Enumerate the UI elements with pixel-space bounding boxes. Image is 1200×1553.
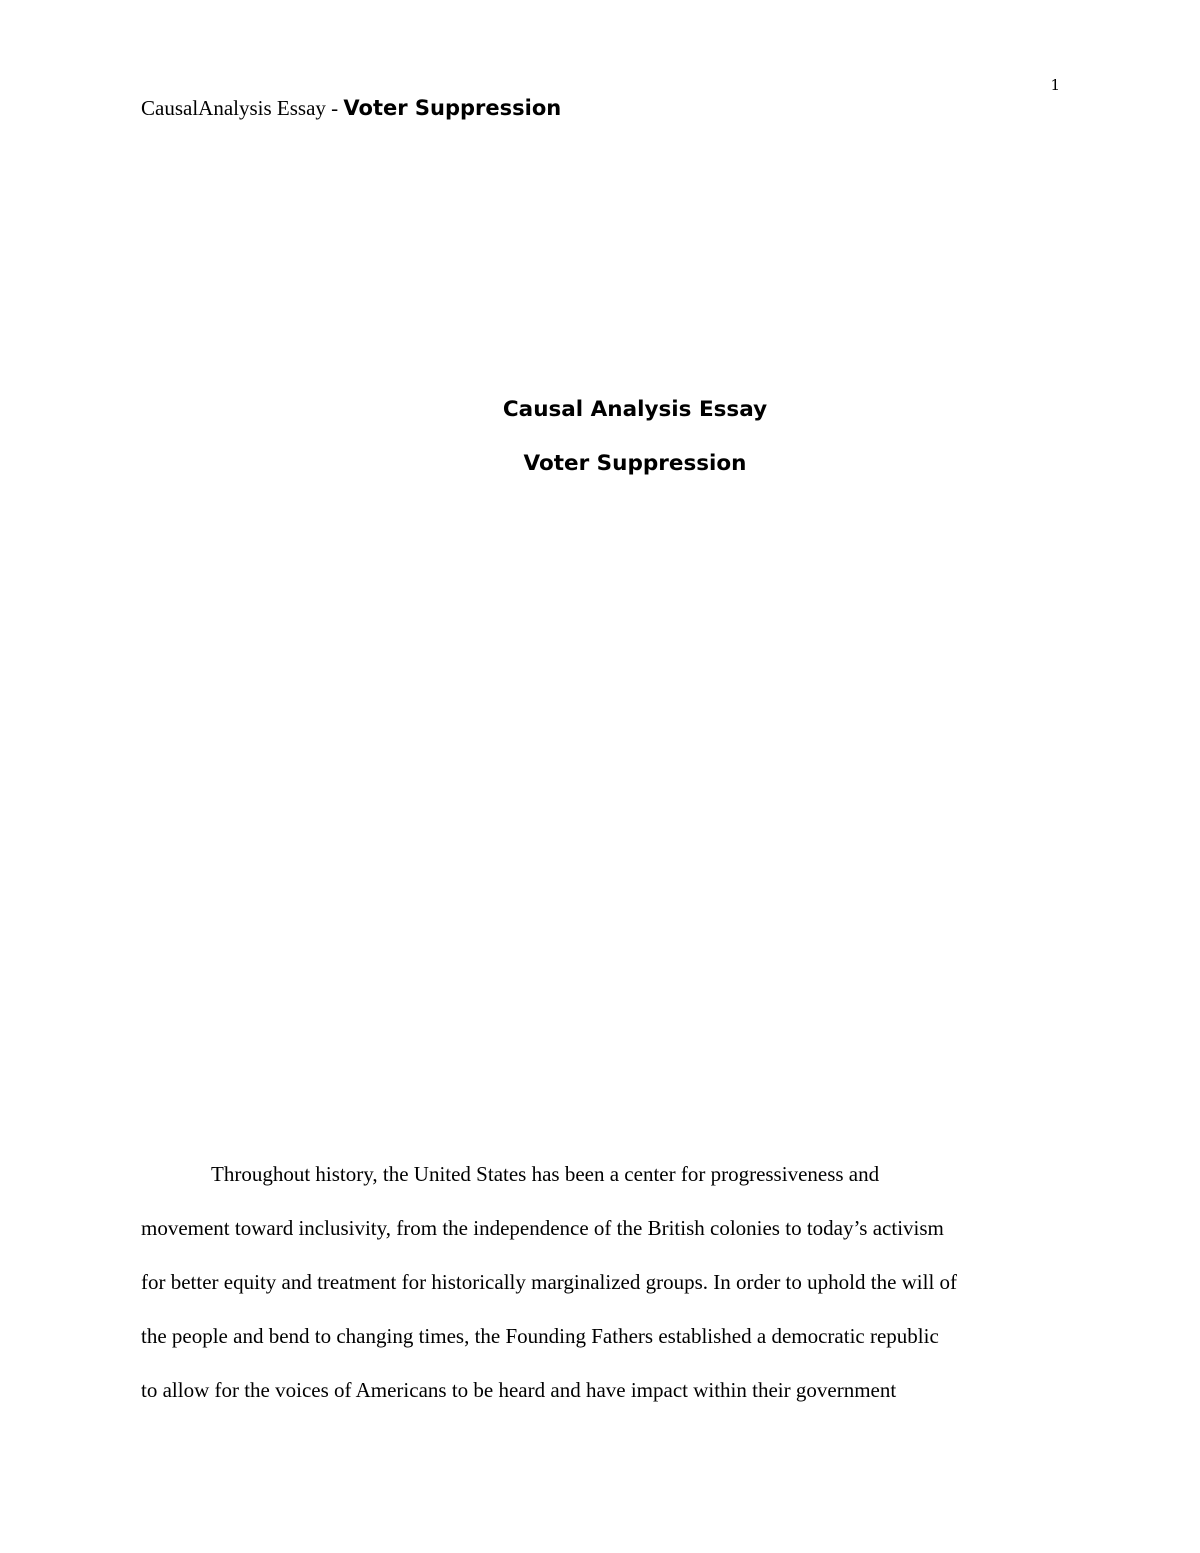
body-line: Throughout history, the United States has been a center for progressiveness and	[211, 1162, 880, 1186]
essay-subtitle: Voter Suppression	[523, 451, 747, 476]
body-line: the people and bend to changing times, the Founding Fathers established a democratic republic	[141, 1324, 939, 1348]
body-line: movement toward inclusivity, from the independence of the British colonies to today’s activism	[141, 1216, 944, 1240]
running-head-text: CausalAnalysis Essay -	[141, 96, 344, 120]
essay-title: Causal Analysis Essay	[502, 397, 768, 422]
title-block	[330, 394, 940, 502]
running-head-bold-text: Voter Suppression	[343, 96, 562, 120]
body-line: to allow for the voices of Americans to be heard and have impact within their government	[141, 1378, 897, 1402]
body-line: for better equity and treatment for historically marginalized groups. In order to uphold the will of	[141, 1270, 958, 1294]
page-number: 1	[1050, 76, 1060, 94]
body-paragraph	[141, 1156, 1071, 1426]
running-head	[141, 96, 561, 121]
